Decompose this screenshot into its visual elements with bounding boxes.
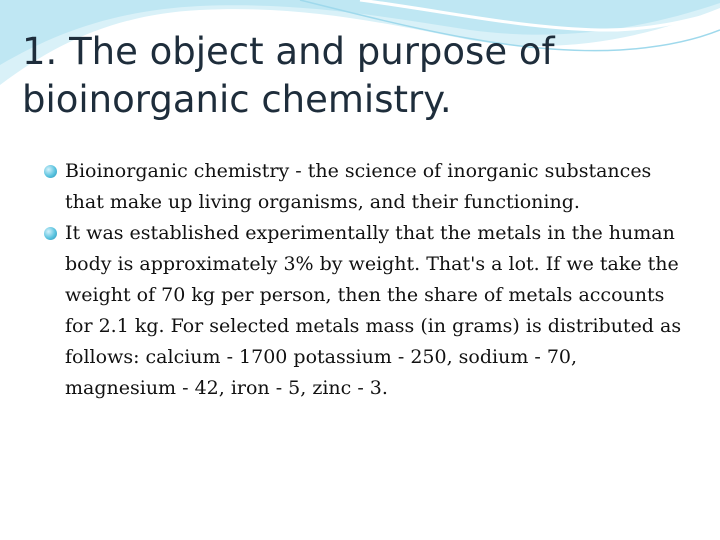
bullet-text: Bioinorganic chemistry - the science of inorganic substances that make up living organisms, and their functioning. [65,160,652,213]
list-item [42,156,682,218]
bullet-text: It was established experimentally that the metals in the human body is approximately 3% by weight. That's a lot. If we take the weight of 70 kg per person, then the share of metals accounts for 2.1 kg. For selected metals mass (in grams) is distributed as follows: calcium - 1700 potassium - 250, sodium - 70, magnesium - 42, iron - 5, zinc - 3. [65,222,682,399]
list-item [42,218,682,404]
bullet-dot-icon [44,165,57,178]
bullet-dot-icon [44,227,57,240]
slide-title: 1. The object and purpose of bioinorganic chemistry. [22,30,555,121]
bullet-list [42,156,682,404]
